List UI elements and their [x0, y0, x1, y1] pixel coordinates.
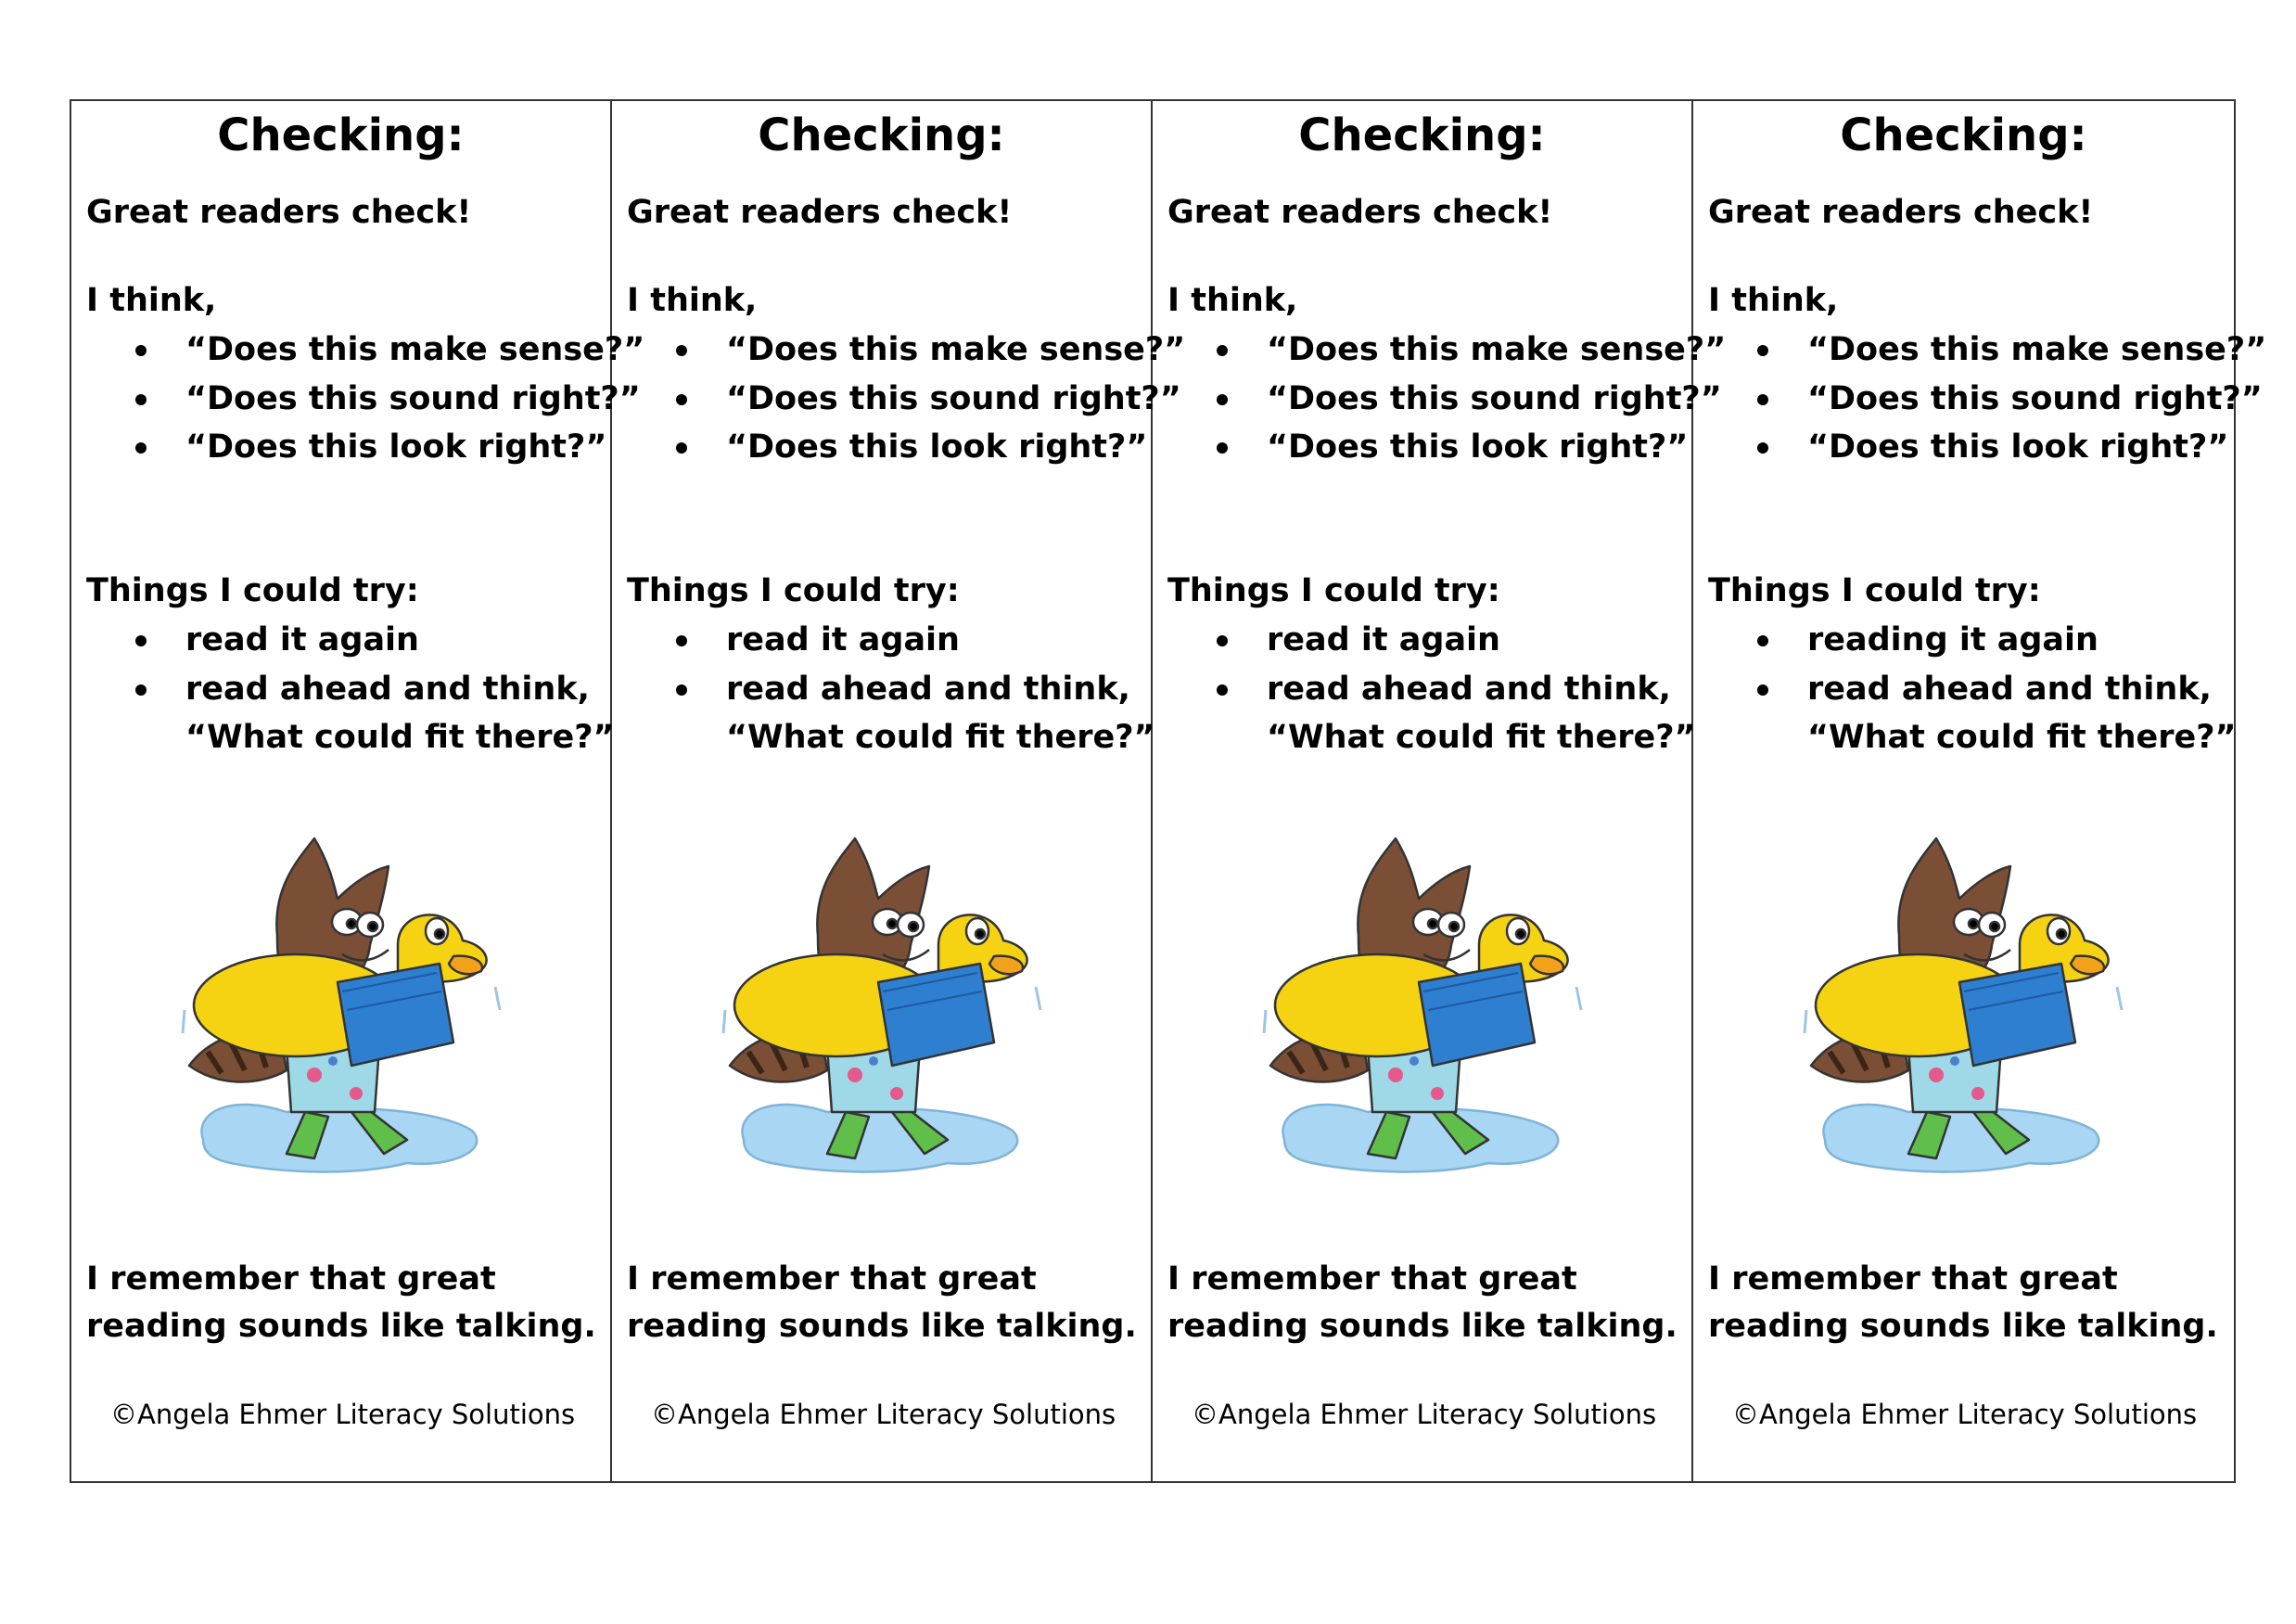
- list-item: [71, 423, 610, 472]
- list-item: [612, 375, 1181, 424]
- card-intro: Great readers check!: [86, 194, 472, 231]
- think-list: [71, 326, 645, 472]
- try-list: [1153, 616, 1696, 762]
- list-item-text: “Does this look right?”: [1807, 428, 2229, 466]
- list-item-text: read it again: [726, 621, 960, 659]
- think-label: I think,: [627, 282, 758, 319]
- bullet-icon: [1217, 684, 1228, 696]
- list-item-text: “Does this look right?”: [185, 428, 607, 466]
- list-item: [612, 423, 1151, 472]
- bullet-icon: [135, 394, 147, 405]
- list-item-text: “Does this make sense?”: [1807, 331, 2267, 368]
- list-item: [71, 326, 645, 375]
- bullet-icon: [1217, 635, 1228, 646]
- card-intro: Great readers check!: [627, 194, 1013, 231]
- list-item: [1153, 616, 1691, 665]
- list-item-continuation: “What could fit there?”: [726, 719, 1155, 756]
- list-item-text: reading it again: [1807, 621, 2098, 659]
- list-item: [612, 326, 1186, 375]
- bullet-icon: [135, 635, 147, 646]
- list-item: [1693, 326, 2267, 375]
- list-item-text: read it again: [1267, 621, 1500, 659]
- think-label: I think,: [1708, 282, 1839, 319]
- bullet-icon: [135, 442, 147, 454]
- try-label: Things I could try:: [86, 572, 419, 609]
- list-item-continuation: “What could fit there?”: [1807, 719, 2237, 756]
- list-item-text: read ahead and think,: [1807, 670, 2212, 708]
- list-item-text: “Does this make sense?”: [726, 331, 1186, 368]
- list-item-text: read ahead and think,: [1267, 670, 1671, 708]
- bookmark-card: [612, 101, 1186, 1481]
- raccoon-reading-illustration: [175, 834, 509, 1205]
- bullet-icon: [135, 684, 147, 696]
- remember-text: I remember that great reading sounds like talking.: [627, 1260, 1137, 1345]
- copyright-text: ©Angela Ehmer Literacy Solutions: [651, 1399, 1116, 1430]
- list-item-continuation: “What could fit there?”: [185, 719, 615, 756]
- list-item-text: read it again: [185, 621, 419, 659]
- list-item-text: “Does this sound right?”: [1267, 379, 1722, 417]
- bullet-icon: [1757, 635, 1768, 646]
- think-list: [1153, 326, 1727, 472]
- bookmark-card: [1693, 101, 2267, 1481]
- bullet-icon: [676, 442, 687, 454]
- list-item: [612, 616, 1151, 665]
- card-title: Checking:: [1298, 109, 1546, 161]
- copyright-text: ©Angela Ehmer Literacy Solutions: [1192, 1399, 1657, 1430]
- try-list: [1693, 616, 2237, 762]
- bullet-icon: [676, 635, 687, 646]
- list-item: [71, 375, 641, 424]
- bullet-icon: [1217, 442, 1228, 454]
- list-item: [71, 665, 615, 762]
- bullet-icon: [676, 345, 687, 356]
- list-item-text: “Does this sound right?”: [726, 379, 1181, 417]
- raccoon-reading-illustration: [716, 834, 1050, 1205]
- bookmark-sheet: [70, 99, 2267, 1483]
- list-item: [1153, 423, 1691, 472]
- list-item-text: “Does this look right?”: [1267, 428, 1689, 466]
- copyright-text: ©Angela Ehmer Literacy Solutions: [110, 1399, 576, 1430]
- bullet-icon: [1757, 442, 1768, 454]
- remember-text: I remember that great reading sounds like talking.: [86, 1260, 596, 1345]
- try-list: [612, 616, 1155, 762]
- list-item: [1153, 326, 1727, 375]
- bookmark-card: [1153, 101, 1727, 1481]
- list-item-text: read ahead and think,: [726, 670, 1130, 708]
- copyright-text: ©Angela Ehmer Literacy Solutions: [1732, 1399, 2198, 1430]
- try-label: Things I could try:: [1708, 572, 2041, 609]
- list-item: [1693, 375, 2263, 424]
- think-list: [612, 326, 1186, 472]
- bullet-icon: [135, 345, 147, 356]
- list-item: [612, 665, 1155, 762]
- raccoon-reading-illustration: [1797, 834, 2131, 1205]
- list-item-continuation: “What could fit there?”: [1267, 719, 1696, 756]
- list-item-text: “Does this make sense?”: [185, 331, 645, 368]
- bullet-icon: [676, 684, 687, 696]
- try-label: Things I could try:: [1167, 572, 1500, 609]
- think-label: I think,: [1167, 282, 1298, 319]
- list-item-text: “Does this look right?”: [726, 428, 1148, 466]
- list-item-text: “Does this sound right?”: [1807, 379, 2263, 417]
- list-item: [1693, 665, 2237, 762]
- bullet-icon: [1757, 394, 1768, 405]
- list-item: [1153, 665, 1696, 762]
- bookmark-card: [71, 101, 645, 1481]
- card-intro: Great readers check!: [1167, 194, 1553, 231]
- think-label: I think,: [86, 282, 217, 319]
- list-item-text: “Does this sound right?”: [185, 379, 641, 417]
- bullet-icon: [1217, 345, 1228, 356]
- card-title: Checking:: [1840, 109, 2087, 161]
- card-title: Checking:: [217, 109, 465, 161]
- raccoon-reading-illustration: [1256, 834, 1590, 1205]
- remember-text: I remember that great reading sounds like talking.: [1167, 1260, 1677, 1345]
- list-item-text: “Does this make sense?”: [1267, 331, 1727, 368]
- list-item: [1693, 423, 2234, 472]
- list-item-text: read ahead and think,: [185, 670, 590, 708]
- card-title: Checking:: [758, 109, 1005, 161]
- remember-text: I remember that great reading sounds like talking.: [1708, 1260, 2218, 1345]
- bullet-icon: [676, 394, 687, 405]
- try-list: [71, 616, 615, 762]
- think-list: [1693, 326, 2267, 472]
- try-label: Things I could try:: [627, 572, 960, 609]
- bullet-icon: [1217, 394, 1228, 405]
- card-intro: Great readers check!: [1708, 194, 2094, 231]
- list-item: [71, 616, 610, 665]
- bullet-icon: [1757, 684, 1768, 696]
- bullet-icon: [1757, 345, 1768, 356]
- list-item: [1693, 616, 2234, 665]
- list-item: [1153, 375, 1722, 424]
